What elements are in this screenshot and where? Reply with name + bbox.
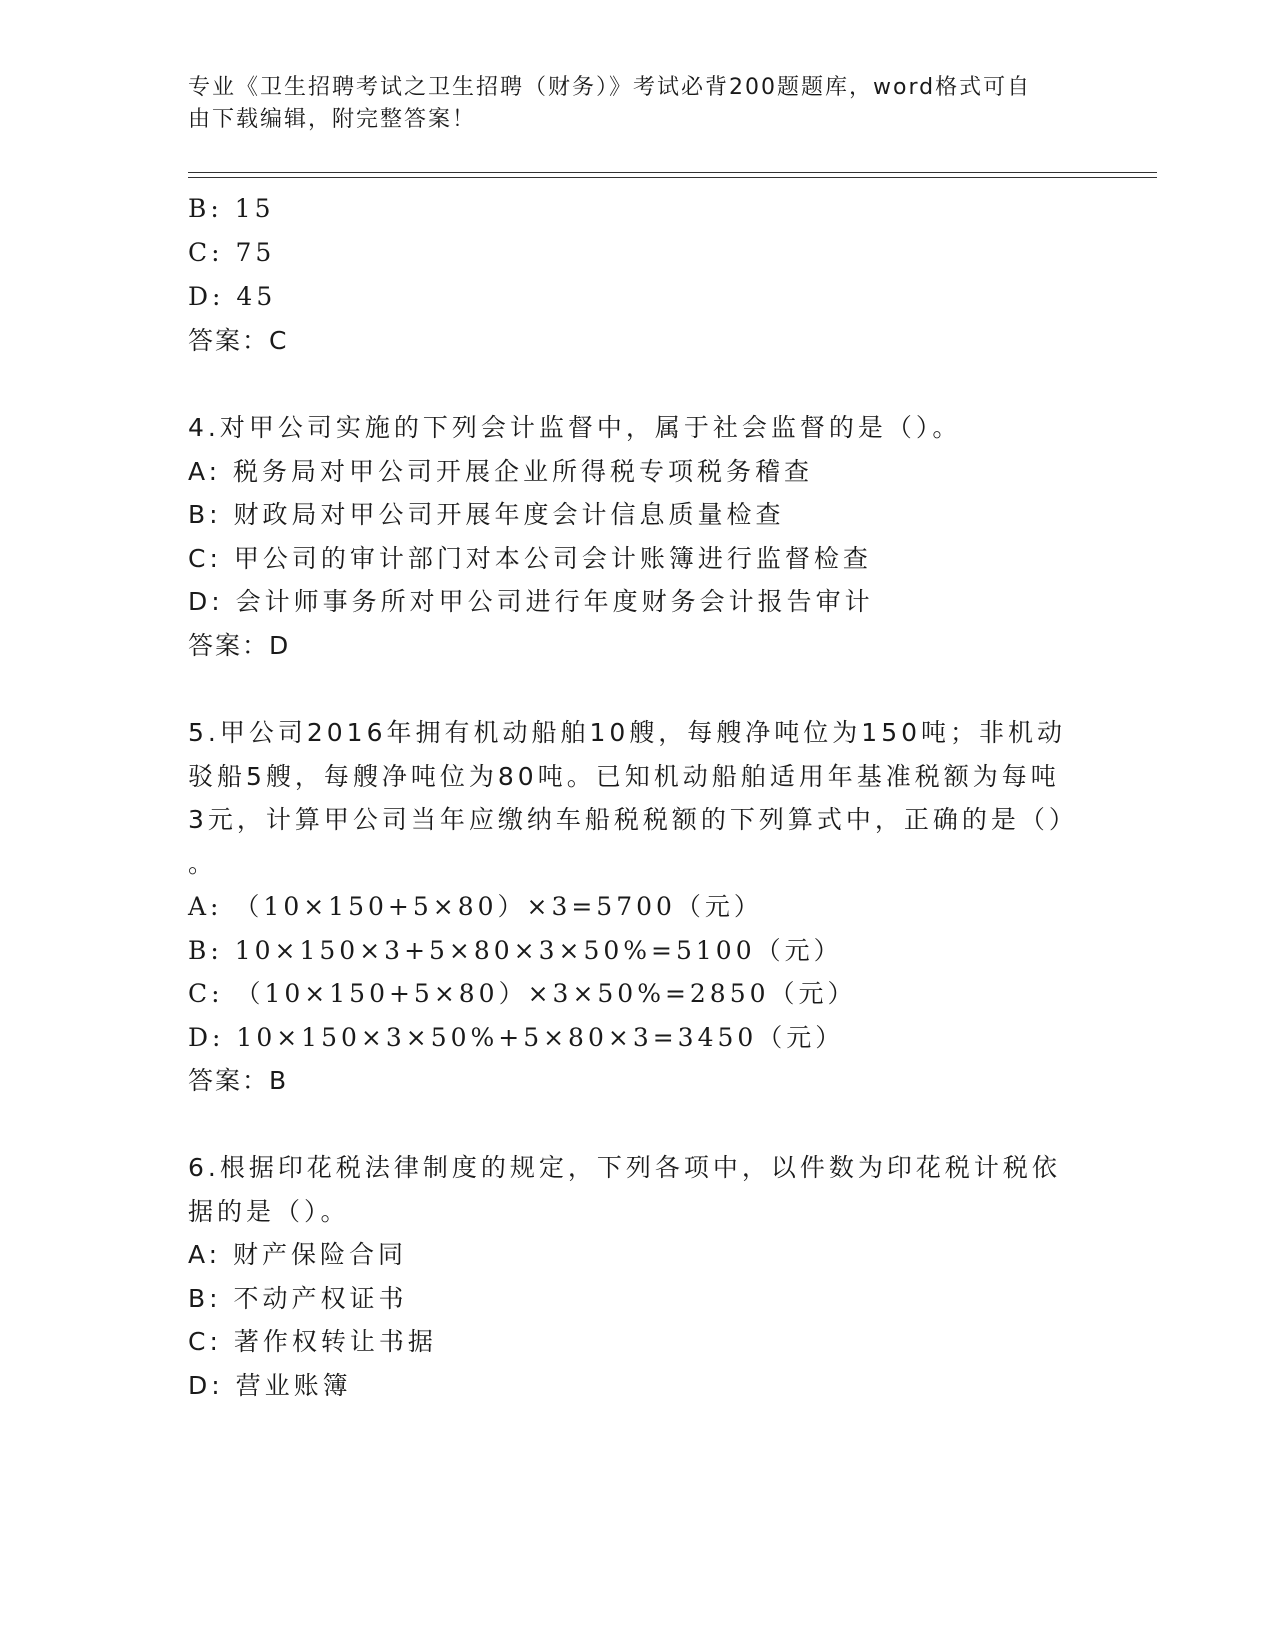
q5-stem-line-1: 5.甲公司2016年拥有机动船舶10艘，每艘净吨位为150吨；非机动 <box>188 718 1067 747</box>
header-line-1: 专业《卫生招聘考试之卫生招聘（财务）》考试必背200题题库，word格式可自 <box>188 75 1032 100</box>
q4-option-d: D: 会计师事务所对甲公司进行年度财务会计报告审计 <box>188 587 874 616</box>
q3-option-c: C: 75 <box>188 238 276 267</box>
q4-stem: 4.对甲公司实施的下列会计监督中，属于社会监督的是（）。 <box>188 413 962 442</box>
q3-option-d: D: 45 <box>188 282 277 311</box>
q4-option-b: B: 财政局对甲公司开展年度会计信息质量检查 <box>188 500 785 529</box>
q5-stem-line-2: 驳船5艘，每艘净吨位为80吨。已知机动船舶适用年基准税额为每吨 <box>188 762 1060 791</box>
q6-option-a: A: 财产保险合同 <box>188 1240 408 1269</box>
q3-answer: 答案：C <box>188 326 289 355</box>
q5-option-a: A: （10×150+5×80）×3=5700（元） <box>188 892 763 921</box>
q6-stem-line-2: 据的是（）。 <box>188 1197 350 1226</box>
q5-stem-line-4: 。 <box>188 849 218 878</box>
q3-option-b: B: 15 <box>188 194 275 223</box>
q6-option-c: C: 著作权转让书据 <box>188 1327 437 1356</box>
header-line-2: 由下载编辑，附完整答案！ <box>188 107 477 132</box>
q6-option-b: B: 不动产权证书 <box>188 1284 408 1313</box>
q6-option-d: D: 营业账簿 <box>188 1371 352 1400</box>
header-rule-bottom <box>188 177 1157 178</box>
q5-option-c: C: （10×150+5×80）×3×50%=2850（元） <box>188 979 857 1008</box>
q5-answer: 答案：B <box>188 1066 289 1095</box>
q5-stem-line-3: 3元，计算甲公司当年应缴纳车船税税额的下列算式中，正确的是（） <box>188 805 1078 834</box>
q4-option-c: C: 甲公司的审计部门对本公司会计账簿进行监督检查 <box>188 544 872 573</box>
q5-option-b: B: 10×150×3+5×80×3×50%=5100（元） <box>188 936 843 965</box>
q6-stem-line-1: 6.根据印花税法律制度的规定，下列各项中，以件数为印花税计税依 <box>188 1153 1061 1182</box>
header-rule-top <box>188 172 1157 173</box>
q4-option-a: A: 税务局对甲公司开展企业所得税专项税务稽查 <box>188 457 814 486</box>
q4-answer: 答案：D <box>188 631 291 660</box>
q5-option-d: D: 10×150×3×50%+5×80×3=3450（元） <box>188 1023 845 1052</box>
